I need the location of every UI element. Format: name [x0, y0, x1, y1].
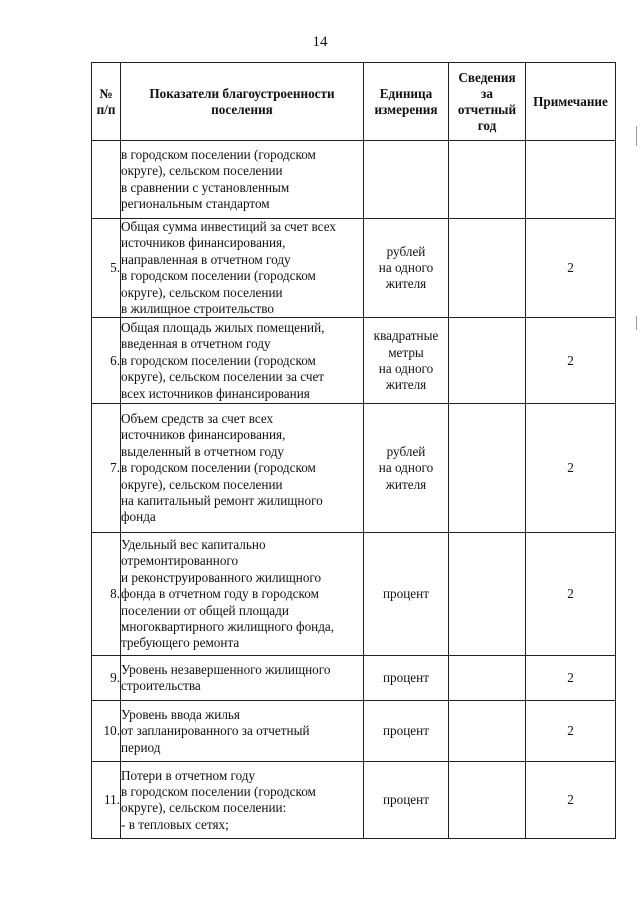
table-header-row [92, 63, 616, 141]
indicator-line: Объем средств за счет всех [121, 411, 274, 427]
indicator-line: фонда [121, 509, 156, 525]
indicator-cell [121, 219, 364, 318]
indicator-cell [121, 141, 364, 219]
header-unit-line: измерения [374, 101, 438, 117]
header-info-line: Сведения [458, 69, 516, 85]
table-row [92, 533, 616, 656]
indicator-line: строительства [121, 678, 201, 694]
report-info-cell [449, 404, 526, 533]
page-number: 14 [312, 34, 328, 50]
unit-cell [364, 533, 449, 656]
note-cell: 2 [526, 656, 616, 701]
header-unit [364, 63, 449, 141]
indicator-line: от запланированного за отчетный [121, 723, 310, 739]
report-info-cell [449, 318, 526, 404]
header-indicator [121, 63, 364, 141]
indicator-line: источников финансирования, [121, 235, 286, 251]
indicator-line: всех источников финансирования [121, 385, 310, 401]
table-row [92, 656, 616, 701]
unit-line: процент [383, 792, 429, 808]
report-info-cell [449, 141, 526, 219]
indicator-line: на капитальный ремонт жилищного [121, 493, 323, 509]
header-info-line: отчетный [457, 101, 517, 117]
row-number: 5. [92, 219, 121, 318]
indicator-line: многоквартирного жилищного фонда, [121, 619, 335, 635]
row-number: 11. [92, 762, 121, 839]
indicator-line: - в тепловых сетях; [121, 816, 229, 832]
row-number: 10. [92, 701, 121, 762]
row-number: 6. [92, 318, 121, 404]
scan-edge-mark [636, 126, 637, 146]
table-row [92, 404, 616, 533]
indicator-line: в городском поселении (городском [121, 146, 316, 162]
unit-line: квадратные [373, 328, 439, 344]
indicator-line: Уровень незавершенного жилищного [121, 662, 331, 678]
indicator-line: поселении от общей площади [121, 602, 289, 618]
indicator-line: округе), сельском поселении [121, 476, 283, 492]
report-info-cell [449, 533, 526, 656]
unit-line: на одного [378, 360, 434, 376]
note-cell: 2 [526, 318, 616, 404]
report-info-cell [449, 762, 526, 839]
table-row [92, 318, 616, 404]
indicator-cell [121, 656, 364, 701]
indicator-line: округе), сельском поселении за счет [121, 369, 325, 385]
header-unit-line: Единица [379, 85, 433, 101]
indicator-line: направленная в отчетном году [121, 251, 291, 267]
indicator-line: Общая площадь жилых помещений, [121, 319, 325, 335]
row-number [92, 141, 121, 219]
header-indicator-line: поселения [211, 101, 273, 117]
indicator-line: округе), сельском поселении: [121, 800, 287, 816]
unit-line: рублей [386, 243, 426, 259]
indicator-cell [121, 318, 364, 404]
scan-edge-mark [636, 316, 637, 330]
header-indicator-line: Показатели благоустроенности [149, 85, 335, 101]
header-note-line: Примечание [533, 93, 608, 109]
table-body [92, 141, 616, 839]
table-row [92, 701, 616, 762]
unit-line: жителя [385, 476, 427, 492]
indicator-line: в жилищное строительство [121, 301, 275, 317]
header-number-line: п/п [96, 101, 116, 117]
indicator-line: фонда в отчетном году в городском [121, 586, 319, 602]
unit-line: процент [383, 723, 429, 739]
indicator-line: в сравнении с установленным [121, 179, 290, 195]
indicator-line: требующего ремонта [121, 635, 240, 651]
indicator-line: и реконструированного жилищного [121, 569, 322, 585]
unit-line: процент [383, 670, 429, 686]
unit-cell [364, 701, 449, 762]
row-number: 7. [92, 404, 121, 533]
indicator-line: период [121, 739, 161, 755]
indicator-line: округе), сельском поселении [121, 284, 283, 300]
indicator-line: в городском поселении (городском [121, 352, 316, 368]
note-cell [526, 141, 616, 219]
report-info-cell [449, 701, 526, 762]
header-number [92, 63, 121, 141]
indicator-line: региональным стандартом [121, 195, 270, 211]
indicator-line: источников финансирования, [121, 427, 286, 443]
header-info-line: за [481, 85, 493, 101]
header-report-info [449, 63, 526, 141]
unit-line: на одного [378, 260, 434, 276]
indicator-cell [121, 701, 364, 762]
indicator-line: введенная в отчетном году [121, 336, 271, 352]
unit-line: метры [388, 344, 424, 360]
indicators-table [91, 62, 616, 839]
indicator-cell [121, 404, 364, 533]
note-cell: 2 [526, 404, 616, 533]
unit-line: рублей [386, 443, 426, 459]
indicator-line: Потери в отчетном году [121, 767, 256, 783]
indicator-line: округе), сельском поселении [121, 163, 283, 179]
header-info-line: год [477, 117, 497, 133]
table-row [92, 141, 616, 219]
indicator-cell [121, 762, 364, 839]
note-cell: 2 [526, 762, 616, 839]
report-info-cell [449, 219, 526, 318]
unit-cell [364, 318, 449, 404]
unit-cell [364, 762, 449, 839]
row-number: 8. [92, 533, 121, 656]
unit-cell [364, 219, 449, 318]
indicator-line: в городском поселении (городском [121, 784, 316, 800]
table-row [92, 219, 616, 318]
header-note [526, 63, 616, 141]
note-cell: 2 [526, 533, 616, 656]
indicator-line: отремонтированного [121, 553, 239, 569]
note-cell: 2 [526, 701, 616, 762]
indicator-line: Общая сумма инвестиций за счет всех [121, 219, 336, 234]
indicator-line: выделенный в отчетном году [121, 443, 285, 459]
unit-cell [364, 141, 449, 219]
unit-cell [364, 404, 449, 533]
table-row [92, 762, 616, 839]
indicator-line: в городском поселении (городском [121, 460, 316, 476]
note-cell: 2 [526, 219, 616, 318]
indicator-line: Удельный вес капитально [121, 537, 266, 553]
report-info-cell [449, 656, 526, 701]
unit-line: жителя [385, 276, 427, 292]
indicator-cell [121, 533, 364, 656]
unit-line: жителя [385, 377, 427, 393]
unit-line: на одного [378, 460, 434, 476]
header-number-line: № [99, 85, 113, 101]
unit-cell [364, 656, 449, 701]
indicator-line: в городском поселении (городском [121, 268, 316, 284]
unit-line: процент [383, 586, 429, 602]
row-number: 9. [92, 656, 121, 701]
indicator-line: Уровень ввода жилья [121, 706, 241, 722]
